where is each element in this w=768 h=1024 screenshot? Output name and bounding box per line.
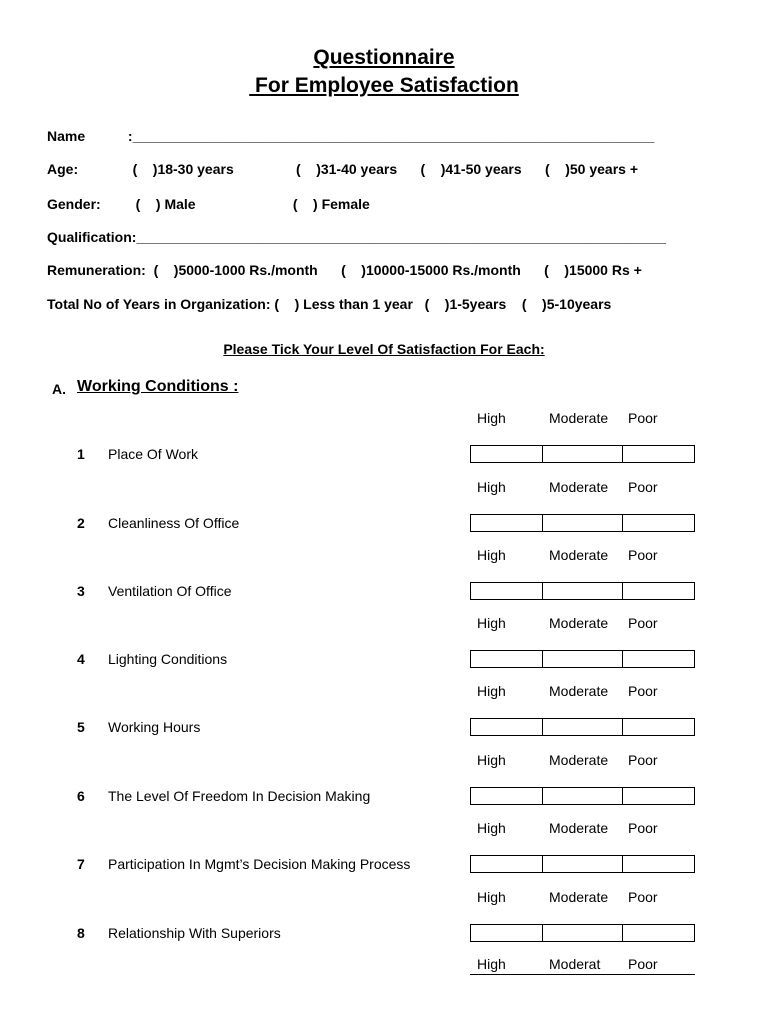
scale-poor-label: Poor	[628, 889, 658, 905]
rating-box-poor[interactable]	[623, 515, 694, 531]
question-item	[0, 479, 768, 547]
rating-boxes	[470, 855, 695, 873]
scale-high-label: High	[477, 752, 506, 768]
age-field: Age: ( )18-30 years ( )31-40 years ( )41-50 years ( )50 years +	[47, 161, 638, 177]
scale-high-label: High	[477, 615, 506, 631]
instruction-heading: Please Tick Your Level Of Satisfaction For Each:	[223, 341, 545, 357]
rating-box-moderate[interactable]	[543, 925, 623, 941]
question-label: Ventilation Of Office	[108, 583, 232, 599]
question-item	[0, 410, 768, 478]
question-item	[0, 889, 768, 957]
rating-box-poor[interactable]	[623, 788, 694, 804]
rating-box-high[interactable]	[471, 719, 543, 735]
question-number: 5	[77, 719, 85, 735]
scale-poor-label: Poor	[628, 820, 658, 836]
scale-high-label: High	[477, 889, 506, 905]
remuneration-field: Remuneration: ( )5000-1000 Rs./month ( )10000-15000 Rs./month ( )15000 Rs +	[47, 262, 642, 278]
rating-box-high[interactable]	[471, 925, 543, 941]
rating-box-poor[interactable]	[623, 651, 694, 667]
question-item	[0, 547, 768, 615]
rating-box-poor[interactable]	[623, 446, 694, 462]
question-label: Working Hours	[108, 719, 201, 735]
rating-boxes	[470, 787, 695, 805]
question-label: Participation In Mgmt’s Decision Making Process	[108, 856, 411, 872]
question-label: Place Of Work	[108, 446, 198, 462]
scale-moderate-label: Moderate	[549, 547, 609, 563]
question-item	[0, 615, 768, 683]
question-number: 2	[77, 515, 85, 531]
scale-moderate-label: Moderate	[549, 752, 609, 768]
question-number: 3	[77, 583, 85, 599]
gender-field: Gender: ( ) Male ( ) Female	[47, 196, 370, 212]
scale-high-label: High	[477, 683, 506, 699]
rating-box-moderate[interactable]	[543, 788, 623, 804]
scale-high-label: High	[477, 410, 506, 426]
question-number: 6	[77, 788, 85, 804]
form-title: Questionnaire	[313, 46, 455, 69]
scale-poor-label: Poor	[628, 683, 658, 699]
scale-moderate-label: Moderate	[549, 820, 609, 836]
qualification-field: Qualification:____________________________________________________________________	[47, 229, 666, 245]
rating-box-moderate[interactable]	[543, 446, 623, 462]
rating-box-high[interactable]	[471, 583, 543, 599]
scale-high-label: High	[477, 479, 506, 495]
years-in-organization-field: Total No of Years in Organization: ( ) Less than 1 year ( )1-5years ( )5-10years	[47, 296, 612, 312]
scale-moderate-label: Moderate	[549, 683, 609, 699]
scale-poor-label: Poor	[628, 479, 658, 495]
form-subtitle: For Employee Satisfaction	[249, 74, 519, 97]
rating-boxes	[470, 514, 695, 532]
rating-box-moderate[interactable]	[543, 515, 623, 531]
scale-poor-label: Poor	[628, 410, 658, 426]
rating-boxes	[470, 924, 695, 942]
question-label: Cleanliness Of Office	[108, 515, 240, 531]
rating-box-poor[interactable]	[623, 583, 694, 599]
scale-moderate-label: Moderate	[549, 410, 609, 426]
scale-moderate-label: Moderat	[549, 956, 601, 972]
rating-boxes	[470, 445, 695, 463]
scale-high-label: High	[477, 547, 506, 563]
question-item	[0, 683, 768, 751]
question-label: Lighting Conditions	[108, 651, 228, 667]
scale-high-label: High	[477, 820, 506, 836]
scale-moderate-label: Moderate	[549, 615, 609, 631]
scale-poor-label: Poor	[628, 615, 658, 631]
scale-high-label: High	[477, 956, 506, 972]
rating-box-high[interactable]	[471, 446, 543, 462]
section-letter: A.	[52, 381, 66, 397]
rating-box-poor[interactable]	[623, 856, 694, 872]
rating-box-high[interactable]	[471, 856, 543, 872]
rating-box-moderate[interactable]	[543, 719, 623, 735]
rating-box-moderate[interactable]	[543, 856, 623, 872]
question-item	[0, 752, 768, 820]
rating-boxes	[470, 582, 695, 600]
rating-box-high[interactable]	[471, 788, 543, 804]
rating-box-moderate[interactable]	[543, 651, 623, 667]
scale-moderate-label: Moderate	[549, 479, 609, 495]
rating-boxes	[470, 650, 695, 668]
question-number: 7	[77, 856, 85, 872]
scale-moderate-label: Moderate	[549, 889, 609, 905]
rating-boxes	[470, 718, 695, 736]
question-item	[0, 820, 768, 888]
question-number: 4	[77, 651, 85, 667]
question-label: The Level Of Freedom In Decision Making	[108, 788, 371, 804]
rating-box-high[interactable]	[471, 651, 543, 667]
scale-poor-label: Poor	[628, 547, 658, 563]
question-number: 1	[77, 446, 85, 462]
question-number: 8	[77, 925, 85, 941]
name-field: Name :___________________________________________________________________	[47, 128, 655, 144]
next-item-scale-header	[470, 956, 695, 975]
scale-poor-label: Poor	[628, 956, 658, 972]
section-title: Working Conditions :	[77, 378, 239, 395]
scale-poor-label: Poor	[628, 752, 658, 768]
rating-box-moderate[interactable]	[543, 583, 623, 599]
question-label: Relationship With Superiors	[108, 925, 281, 941]
rating-box-high[interactable]	[471, 515, 543, 531]
rating-box-poor[interactable]	[623, 719, 694, 735]
rating-box-poor[interactable]	[623, 925, 694, 941]
